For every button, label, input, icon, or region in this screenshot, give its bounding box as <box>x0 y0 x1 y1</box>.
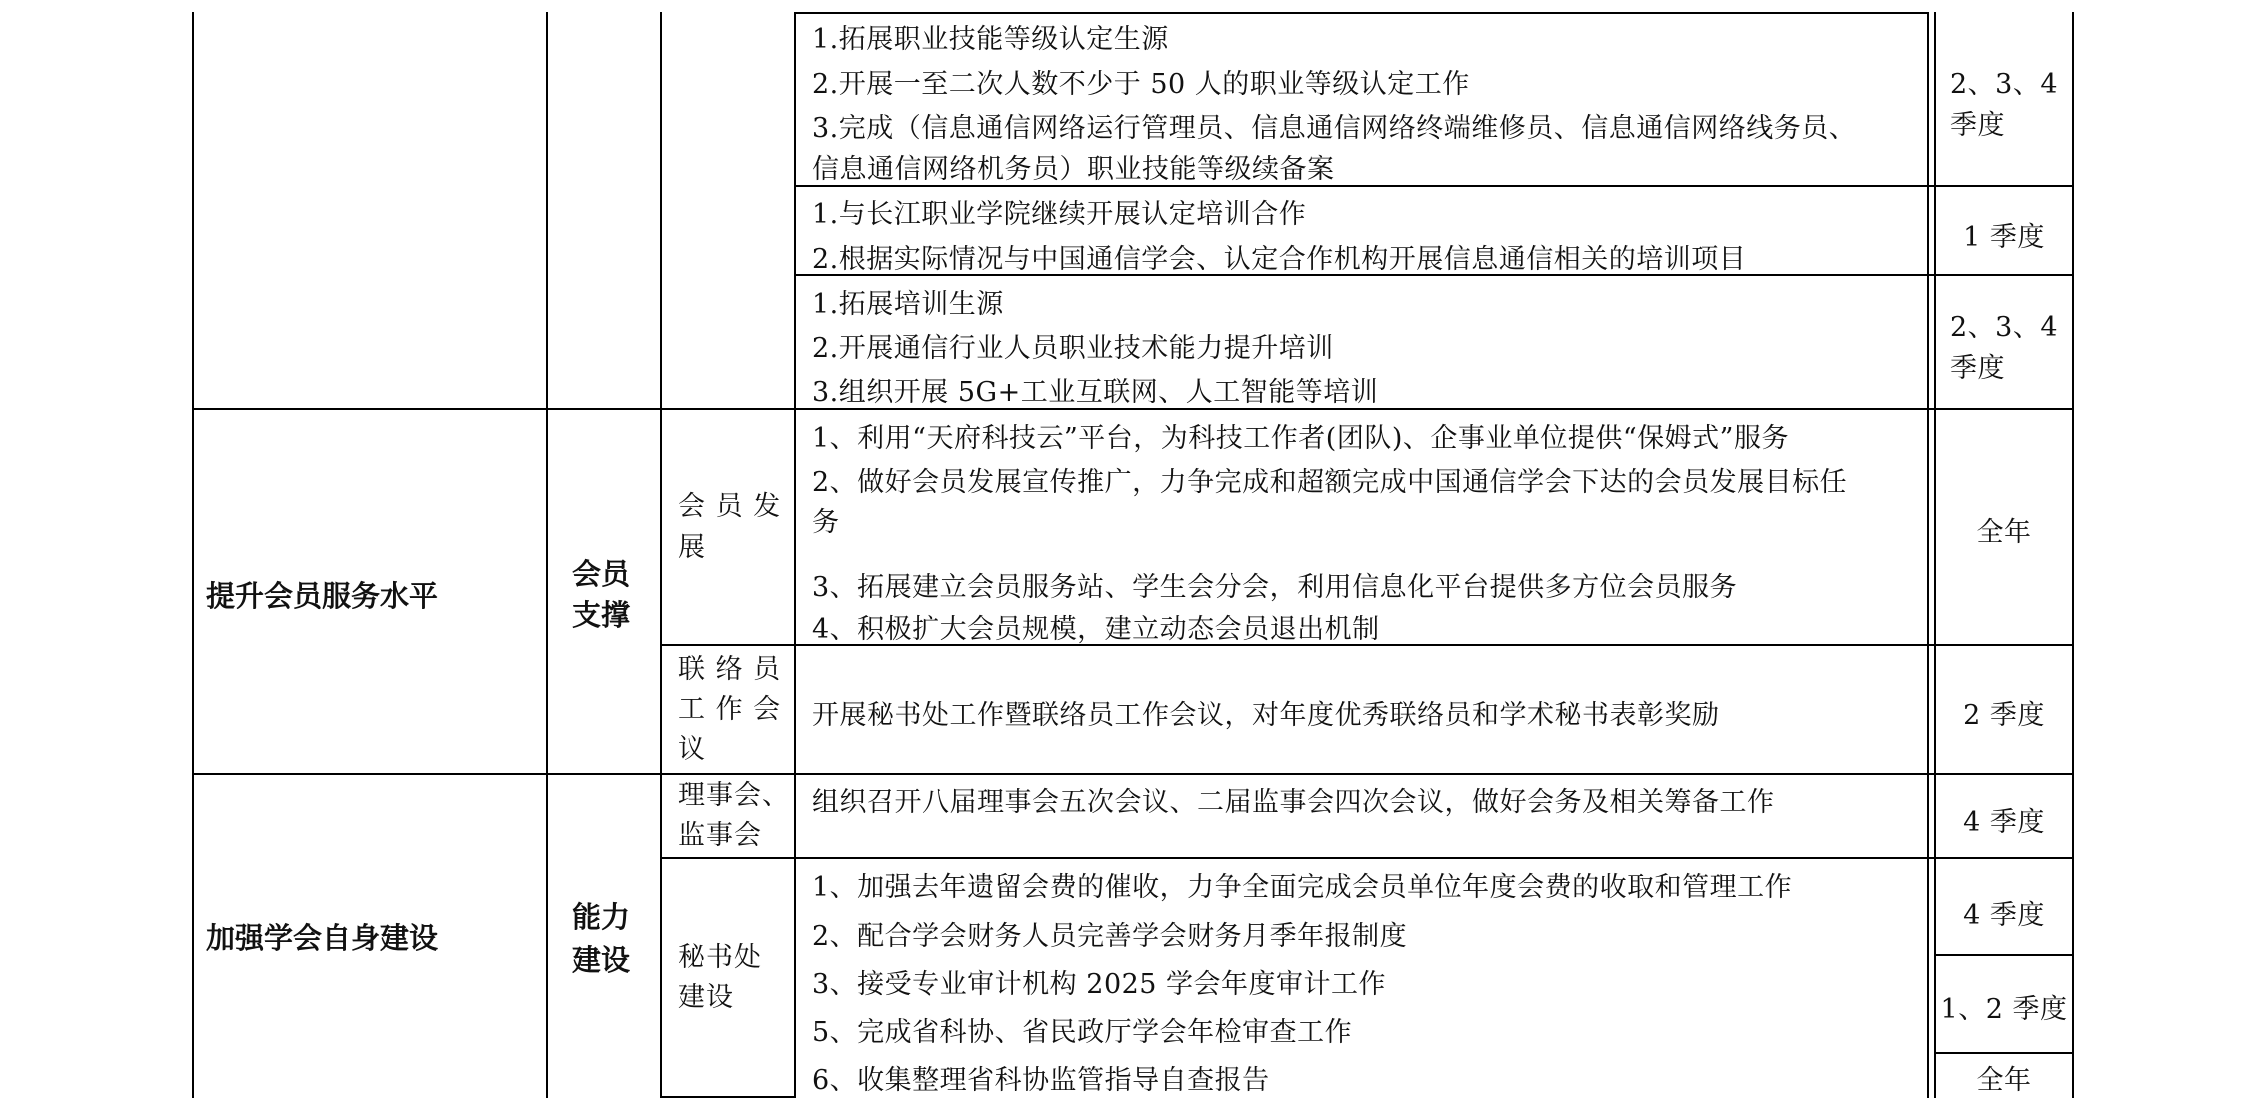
time-cell: 1 季度 <box>1963 222 2045 253</box>
grid-line <box>794 12 796 1098</box>
grid-line <box>794 12 1928 14</box>
content-line: 6、收集整理省科协监管指导自查报告 <box>812 1065 1270 1096</box>
content-line: 3、拓展建立会员服务站、学生会分会，利用信息化平台提供多方位会员服务 <box>812 572 1738 603</box>
content-line: 1.与长江职业学院继续开展认定培训合作 <box>812 199 1307 230</box>
content-line: 2.根据实际情况与中国通信学会、认定合作机构开展信息通信相关的培训项目 <box>812 244 1747 275</box>
content-line: 组织召开八届理事会五次会议、二届监事会四次会议，做好会务及相关筹备工作 <box>812 787 1775 818</box>
content-line: 3.组织开展 5G+工业互联网、人工智能等培训 <box>812 377 1379 408</box>
content-line: 1、加强去年遗留会费的催收，力争全面完成会员单位年度会费的收取和管理工作 <box>812 872 1793 903</box>
content-line: 2.开展一至二次人数不少于 50 人的职业等级认定工作 <box>812 69 1470 100</box>
grid-line <box>192 12 194 1098</box>
subcategory-cell: 工 作 会 <box>678 694 782 725</box>
area-cell: 支撑 <box>572 598 631 632</box>
content-line: 2、做好会员发展宣传推广，力争完成和超额完成中国通信学会下达的会员发展目标任 <box>812 467 1848 498</box>
time-cell: 全年 <box>1976 517 2032 548</box>
content-line: 3、接受专业审计机构 2025 学会年度审计工作 <box>812 969 1387 1000</box>
subcategory-cell: 联 络 员 <box>678 654 782 685</box>
grid-line <box>660 12 662 1098</box>
content-line: 3.完成（信息通信网络运行管理员、信息通信网络终端维修员、信息通信网络线务员、 <box>812 113 1857 144</box>
content-line: 1.拓展培训生源 <box>812 289 1004 320</box>
content-line: 1、利用“天府科技云”平台，为科技工作者(团队)、企事业单位提供“保姆式”服务 <box>812 423 1789 454</box>
time-cell: 季度 <box>1950 353 2005 384</box>
grid-line <box>1934 12 1936 1098</box>
content-line: 5、完成省科协、省民政厅学会年检审查工作 <box>812 1017 1353 1048</box>
subcategory-cell: 秘书处 <box>678 942 762 973</box>
area-cell: 能力 <box>572 900 631 934</box>
grid-line <box>1934 954 2074 956</box>
goal-cell: 提升会员服务水平 <box>206 579 439 613</box>
subcategory-cell: 会 员 发 <box>678 491 782 522</box>
goal-cell: 加强学会自身建设 <box>206 921 439 955</box>
time-cell: 4 季度 <box>1963 807 2045 838</box>
content-line: 信息通信网络机务员）职业技能等级续备案 <box>812 154 1335 185</box>
time-cell: 2、3、4 <box>1950 69 2059 100</box>
subcategory-cell: 展 <box>678 532 706 563</box>
content-line: 2.开展通信行业人员职业技术能力提升培训 <box>812 333 1334 364</box>
content-line: 开展秘书处工作暨联络员工作会议，对年度优秀联络员和学术秘书表彰奖励 <box>812 700 1720 731</box>
subcategory-cell: 建设 <box>678 982 734 1013</box>
content-line: 2、配合学会财务人员完善学会财务月季年报制度 <box>812 921 1408 952</box>
time-cell: 4 季度 <box>1963 900 2045 931</box>
time-cell: 2、3、4 <box>1950 312 2059 343</box>
time-cell: 全年 <box>1976 1065 2032 1096</box>
grid-line <box>546 12 548 1098</box>
subcategory-cell: 理事会、 <box>678 780 790 811</box>
grid-line <box>1927 12 1929 1098</box>
time-cell: 2 季度 <box>1963 700 2045 731</box>
grid-line <box>192 773 2074 775</box>
content-line: 1.拓展职业技能等级认定生源 <box>812 24 1169 55</box>
time-cell: 1、2 季度 <box>1940 994 2068 1025</box>
content-line: 务 <box>812 507 840 538</box>
area-cell: 会员 <box>572 557 631 591</box>
time-cell: 季度 <box>1950 110 2005 141</box>
grid-line <box>660 1096 796 1098</box>
area-cell: 建设 <box>572 943 631 977</box>
content-line: 4、积极扩大会员规模，建立动态会员退出机制 <box>812 614 1380 645</box>
grid-line <box>1934 1052 2074 1054</box>
grid-line <box>2072 12 2074 1098</box>
subcategory-cell: 议 <box>678 734 706 765</box>
grid-line <box>660 857 2074 859</box>
subcategory-cell: 监事会 <box>678 820 762 851</box>
